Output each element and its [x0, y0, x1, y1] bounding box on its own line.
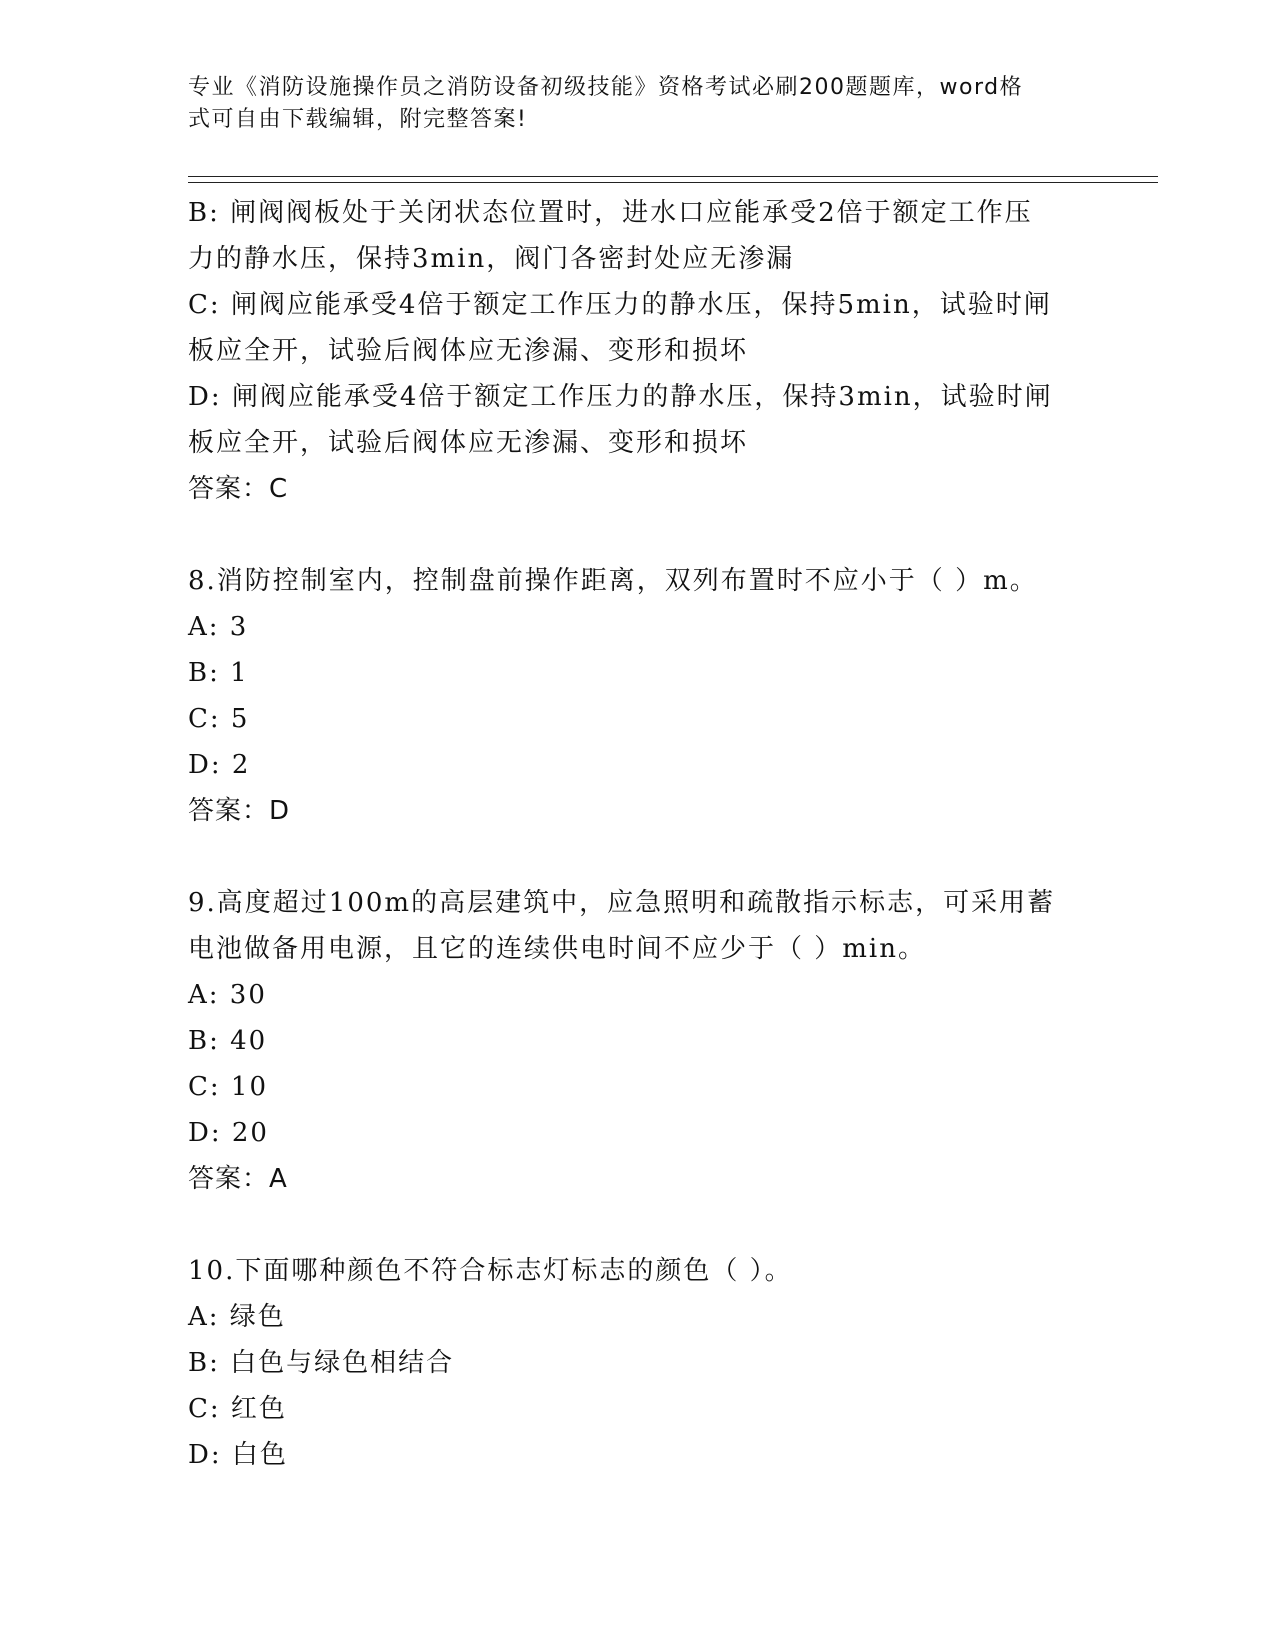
option-b-line-2: 力的静水压，保持3min，阀门各密封处应无渗漏: [188, 244, 795, 274]
question-list: [188, 190, 1088, 1478]
question-7-options: [188, 190, 1088, 512]
question-7-answer: 答案：C: [188, 474, 289, 504]
header-divider-top: [188, 176, 1158, 177]
question-8-answer: 答案：D: [188, 796, 291, 826]
document-header: [188, 72, 1088, 136]
question-10-stem: 10.下面哪种颜色不符合标志灯标志的颜色（ ）。: [188, 1256, 793, 1286]
option-d-line-2: 板应全开，试验后阀体应无渗漏、变形和损坏: [188, 428, 749, 458]
question-9-stem-line-1: 9.高度超过100m的高层建筑中，应急照明和疏散指示标志，可采用蓄: [188, 888, 1056, 918]
header-divider-bottom: [188, 182, 1158, 183]
question-8-option-b: B: 1: [188, 658, 249, 688]
question-10-option-d: D: 白色: [188, 1440, 288, 1470]
question-10: [188, 1248, 1088, 1478]
question-8-option-d: D: 2: [188, 750, 251, 780]
question-8-option-c: C: 5: [188, 704, 250, 734]
option-c-line-1: C: 闸阀应能承受4倍于额定工作压力的静水压，保持5min，试验时闸: [188, 290, 1052, 320]
question-10-option-c: C: 红色: [188, 1394, 287, 1424]
question-9-option-b: B: 40: [188, 1026, 268, 1056]
option-c-line-2: 板应全开，试验后阀体应无渗漏、变形和损坏: [188, 336, 749, 366]
question-9-answer: 答案：A: [188, 1164, 288, 1194]
question-8-stem: 8.消防控制室内，控制盘前操作距离，双列布置时不应小于（ ）m。: [188, 566, 1038, 596]
question-10-option-b: B: 白色与绿色相结合: [188, 1348, 455, 1378]
question-9: [188, 880, 1088, 1202]
header-line-1: 专业《消防设施操作员之消防设备初级技能》资格考试必刷200题题库，word格: [188, 75, 1024, 100]
option-d-line-1: D: 闸阀应能承受4倍于额定工作压力的静水压，保持3min，试验时闸: [188, 382, 1053, 412]
question-8-option-a: A: 3: [188, 612, 249, 642]
question-9-option-a: A: 30: [188, 980, 267, 1010]
option-b-line-1: B: 闸阀阀板处于关闭状态位置时，进水口应能承受2倍于额定工作压: [188, 198, 1033, 228]
question-9-option-c: C: 10: [188, 1072, 269, 1102]
question-9-option-d: D: 20: [188, 1118, 269, 1148]
question-9-stem-line-2: 电池做备用电源，且它的连续供电时间不应少于（ ）min。: [188, 934, 926, 964]
question-8: [188, 558, 1088, 834]
header-line-2: 式可自由下载编辑，附完整答案!: [188, 107, 528, 132]
question-10-option-a: A: 绿色: [188, 1302, 286, 1332]
